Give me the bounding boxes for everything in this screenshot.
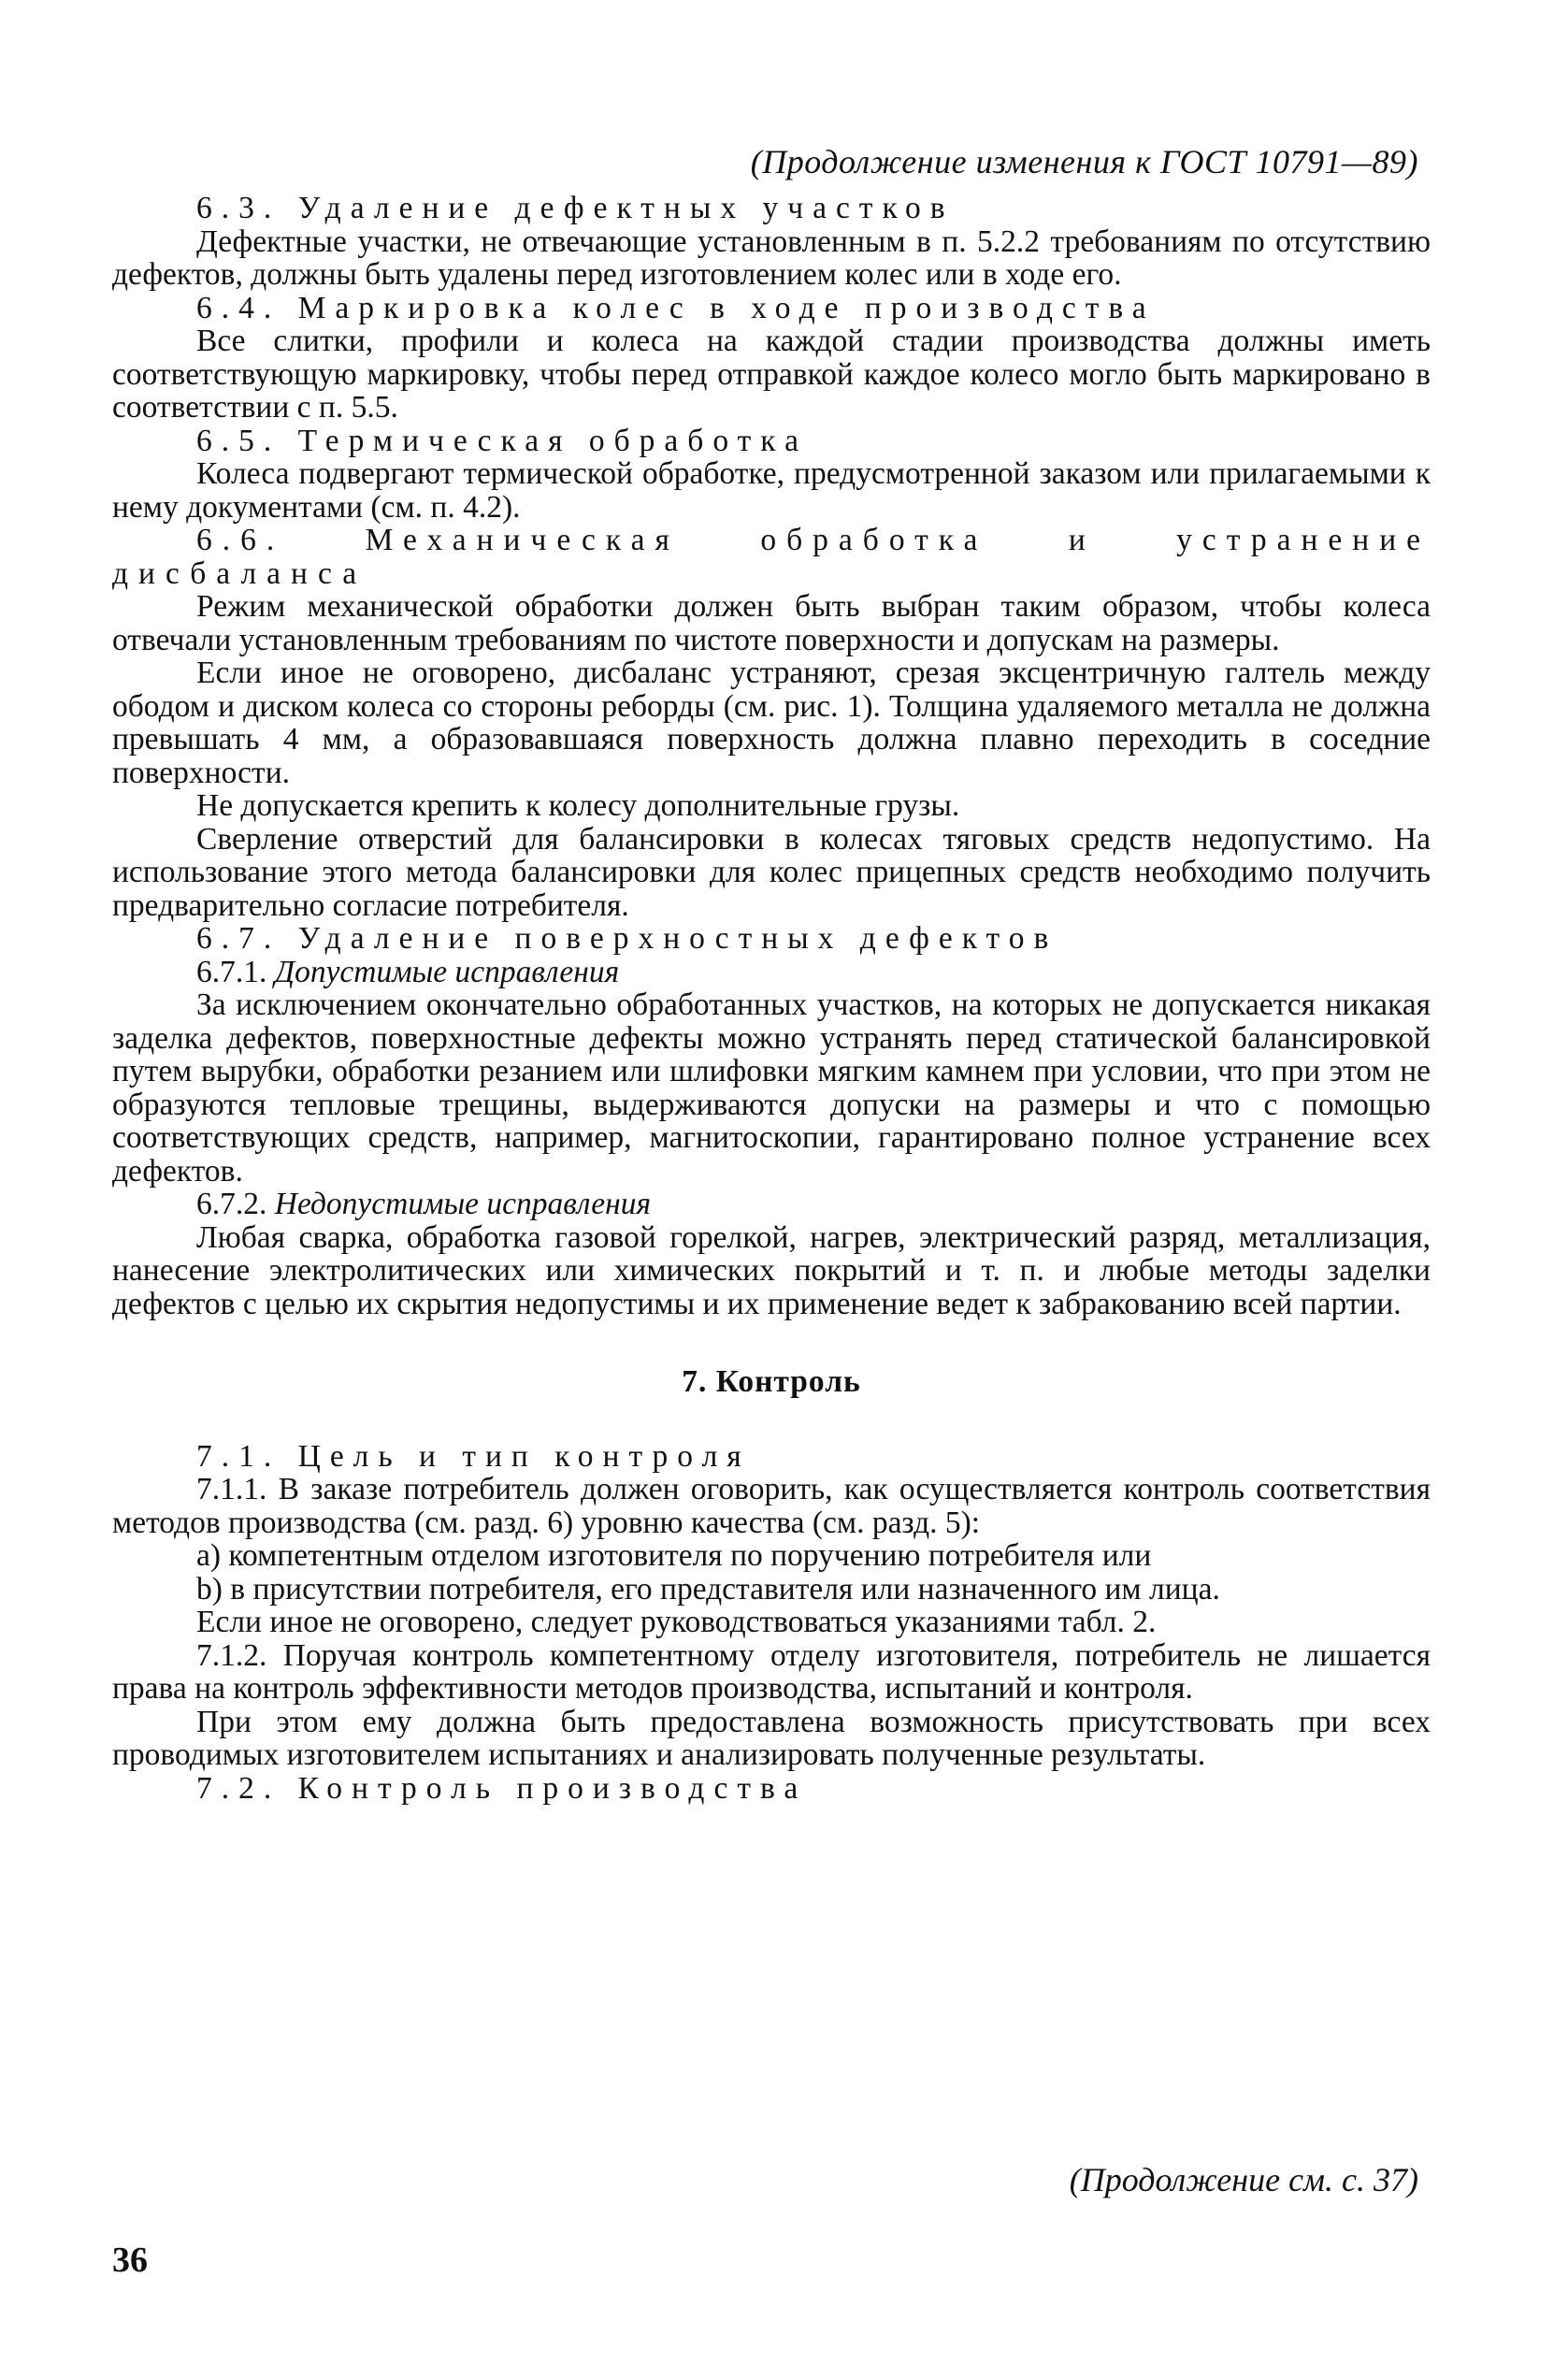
section-6-4-title: 6.4. Маркировка колес в ходе производства	[196, 290, 1156, 325]
section-6-6-paragraph-2: Если иное не оговорено, дисбаланс устраняют, срезая эксцентричную галтель между ободом и диском колеса со стороны реборды (см. рис. 1). Толщина удаляемого металла не должна превышать 4 мм, а образовавшаяся поверхность должна плавно переходить в соседние поверхности.	[112, 656, 1431, 790]
section-7-1-1-note: Если иное не оговорено, следует руководствоваться указаниями табл. 2.	[196, 1605, 1157, 1639]
section-6-7-2-title: Недопустимые исправления	[274, 1187, 652, 1221]
section-6-7-1-number: 6.7.1.	[196, 954, 267, 989]
page-number: 36	[112, 2241, 148, 2280]
section-6-7-title: 6.7. Удаление поверхностных дефектов	[196, 921, 1058, 956]
section-7-1-1-item-b: b) в присутствии потребителя, его представителя или назначенного им лица.	[196, 1571, 1220, 1607]
section-6-3-paragraph: Дефектные участки, не отвечающие установленным в п. 5.2.2 требованиям по отсутствию дефектов, должны быть удалены перед изготовлением колес или в ходе его.	[112, 223, 1431, 292]
section-7-1-1-item-a: а) компетентным отделом изготовителя по поручению потребителя или	[196, 1538, 1152, 1573]
section-6-5-paragraph: Колеса подвергают термической обработке, предусмотренной заказом или прилагаемыми к нему документами (см. п. 4.2).	[112, 456, 1431, 525]
section-7-1-2-paragraph-1: 7.1.2. Поручая контроль компетентному отделу изготовителя, потребитель не лишается права на контроль эффективности методов производства, испытаний и контроля.	[112, 1637, 1431, 1706]
section-6-7-2-paragraph: Любая сварка, обработка газовой горелкой, нагрев, электрический разряд, металлизация, нанесение электролитических или химических покрытий и т. п. и любые методы заделки дефектов с целью их скрытия недопустимы и их применение ведет к забракованию всей партии.	[112, 1219, 1431, 1321]
section-6-6-paragraph-3: Не допускается крепить к колесу дополнительные грузы.	[196, 788, 960, 823]
section-6-7-2-number: 6.7.2.	[196, 1187, 267, 1221]
section-6-4-paragraph: Все слитки, профили и колеса на каждой стадии производства должны иметь соответствующую маркировку, чтобы перед отправкой каждое колесо могло быть маркировано в соответствии с п. 5.5.	[112, 324, 1431, 425]
footer-continuation: (Продолжение см. с. 37)	[1069, 2161, 1418, 2198]
section-6-7-2-heading	[112, 1188, 1431, 1221]
section-7-1-title: 7.1. Цель и тип контроля	[196, 1438, 751, 1474]
section-7-title: 7. Контроль	[682, 1364, 861, 1399]
header-continuation: (Продолжение изменения к ГОСТ 10791—89)	[750, 143, 1418, 180]
section-6-7-1-title: Допустимые исправления	[274, 954, 620, 989]
section-6-5-title: 6.5. Термическая обработка	[196, 423, 808, 458]
section-6-7-1-paragraph: За исключением окончательно обработанных участков, на которых не допускается никакая заделка дефектов, поверхностные дефекты можно устранять перед статической балансировкой путем вырубки, обработки резанием или шлифовки мягким камнем при условии, что при этом не образуются тепловые трещины, выдерживаются допуски на размеры и что с помощью соответствующих средств, например, магнитоскопии, гарантировано полное устранение всех дефектов.	[112, 987, 1431, 1189]
document-body	[112, 192, 1431, 1805]
section-7-2-title: 7.2. Контроль производства	[196, 1770, 808, 1806]
section-7-1-1-paragraph: 7.1.1. В заказе потребитель должен оговорить, как осуществляется контроль соответствия методов производства (см. разд. 6) уровню качества (см. разд. 5):	[112, 1472, 1431, 1540]
section-6-6-title: 6.6. Механическая обработка и устранение дисбаланса	[112, 523, 1431, 591]
section-6-6-paragraph-1: Режим механической обработки должен быть выбран таким образом, чтобы колеса отвечали установленным требованиям по чистоте поверхности и допускам на размеры.	[112, 589, 1431, 657]
section-7-1-2-paragraph-2: При этом ему должна быть предоставлена возможность присутствовать при всех проводимых изготовителем испытаниях и анализировать полученные результаты.	[112, 1704, 1431, 1772]
section-6-3-title: 6.3. Удаление дефектных участков	[196, 191, 955, 225]
section-6-7-1-heading	[112, 956, 1431, 989]
section-6-6-paragraph-4: Сверление отверстий для балансировки в колесах тяговых средств недопустимо. На использование этого метода балансировки для колес прицепных средств необходимо получить предварительно согласие потребителя.	[112, 821, 1431, 923]
